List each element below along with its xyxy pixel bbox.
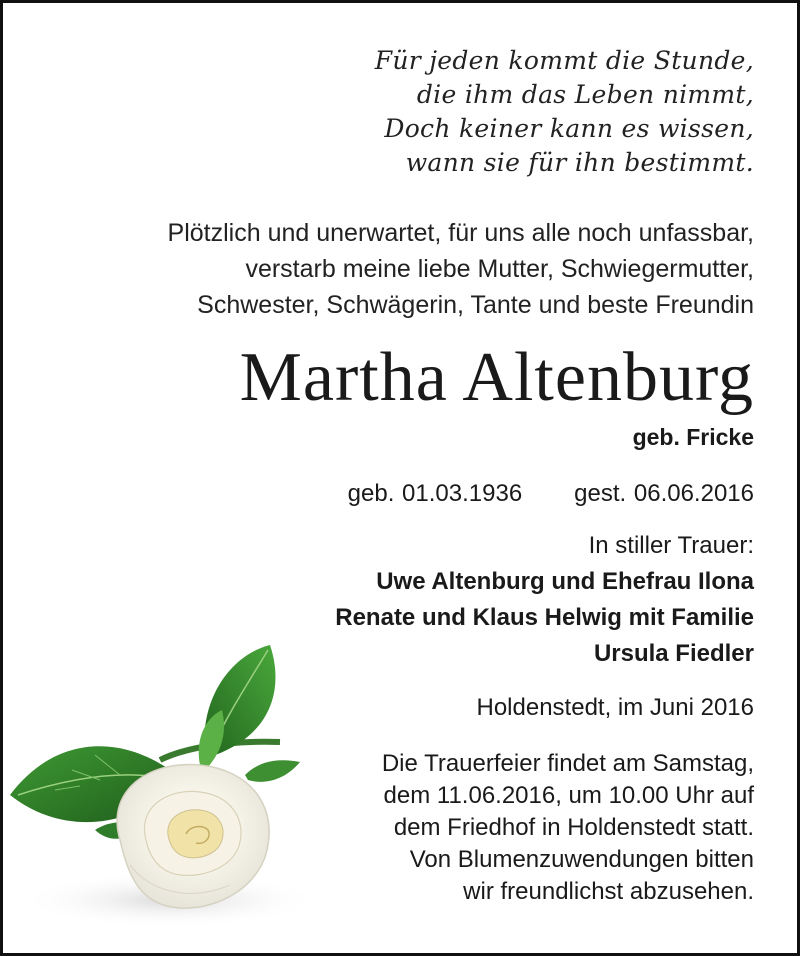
funeral-info — [382, 748, 754, 908]
mourner-name: Renate und Klaus Helwig mit Familie — [335, 604, 754, 631]
intro-line: Schwester, Schwägerin, Tante und beste Freundin — [197, 291, 754, 319]
funeral-line: Von Blumenzuwendungen bitten — [409, 846, 754, 873]
maiden-name: geb. Fricke — [632, 424, 754, 450]
poem — [375, 44, 754, 180]
mourner-name: Ursula Fiedler — [593, 640, 754, 667]
intro-line: Plötzlich und unerwartet, für uns alle noch unfassbar, — [167, 219, 754, 247]
place-date: Holdenstedt, im Juni 2016 — [476, 694, 754, 721]
white-rose-icon — [0, 630, 320, 930]
mourner-name: Uwe Altenburg und Ehefrau Ilona — [376, 568, 754, 595]
poem-line: Doch keiner kann es wissen, — [384, 114, 754, 143]
mourners-heading: In stiller Trauer: — [588, 532, 754, 559]
intro-text — [168, 215, 754, 323]
poem-line: die ihm das Leben nimmt, — [416, 80, 754, 109]
intro-line: verstarb meine liebe Mutter, Schwiegermutter, — [245, 255, 754, 283]
life-dates — [348, 478, 754, 510]
poem-line: Für jeden kommt die Stunde, — [374, 46, 754, 75]
funeral-line: dem 11.06.2016, um 10.00 Uhr auf — [383, 782, 754, 809]
mourners — [335, 528, 754, 672]
poem-line: wann sie für ihn bestimmt. — [405, 148, 754, 177]
birth-date: geb. 01.03.1936 — [347, 480, 523, 507]
funeral-line: dem Friedhof in Holdenstedt statt. — [393, 814, 754, 841]
death-date: gest. 06.06.2016 — [574, 480, 754, 507]
deceased-name: Martha Altenburg — [239, 339, 754, 416]
funeral-line: Die Trauerfeier findet am Samstag, — [381, 750, 754, 777]
funeral-line: wir freundlichst abzusehen. — [463, 878, 754, 905]
